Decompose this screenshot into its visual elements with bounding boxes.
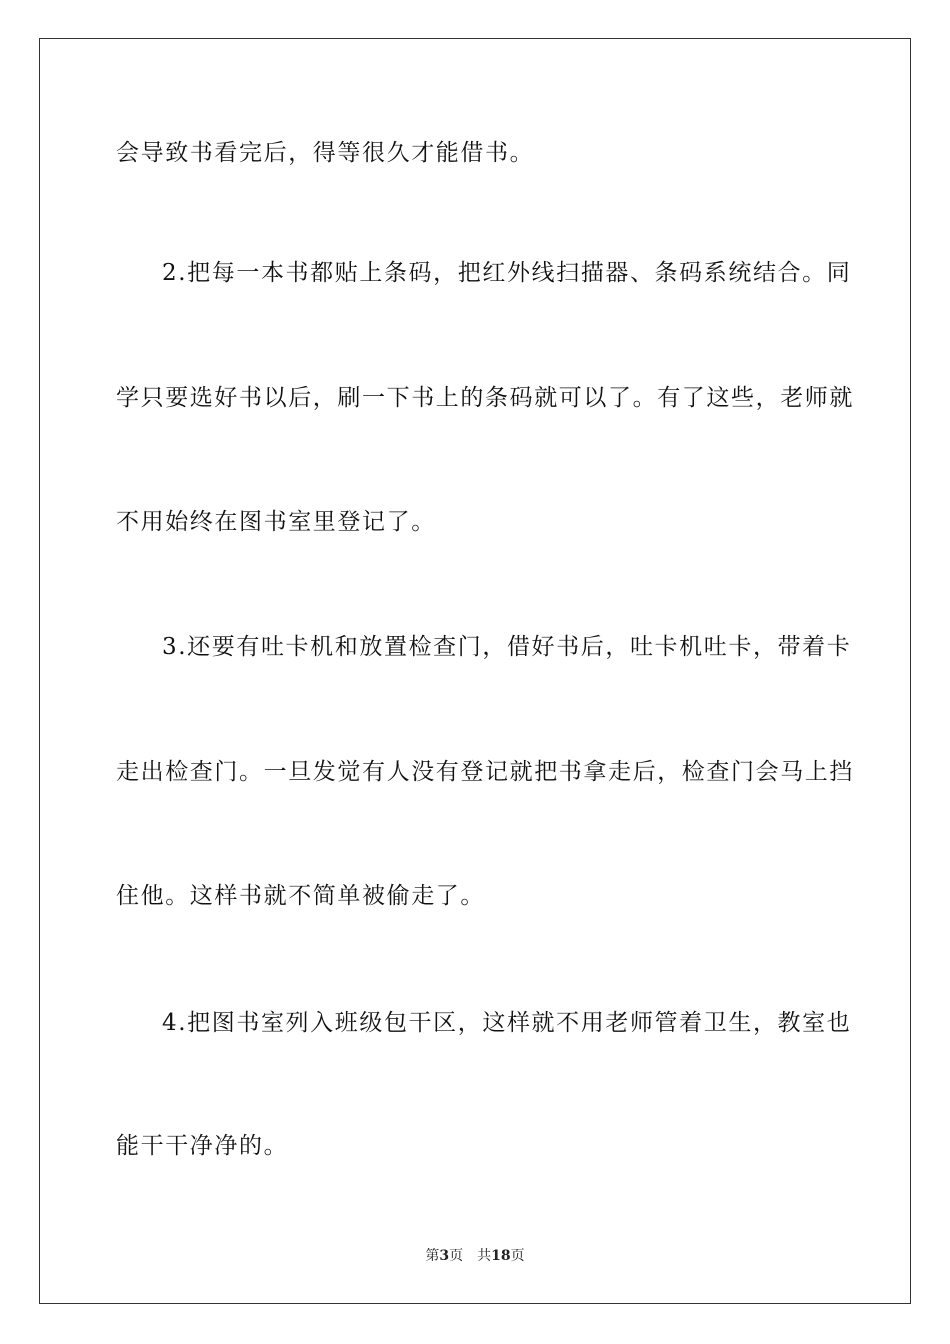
total-pages: 18 xyxy=(491,1248,511,1264)
paragraph-line: 不用始终在图书室里登记了。 xyxy=(116,509,436,535)
total-prefix: 共 xyxy=(477,1248,492,1264)
paragraph-line: 走出检查门。一旦发觉有人没有登记就把书拿走后，检查门会马上挡 xyxy=(116,759,854,785)
paragraph-line: 4.把图书室列入班级包干区，这样就不用老师管着卫生，教室也 xyxy=(162,1010,852,1036)
total-suffix: 页 xyxy=(510,1248,525,1264)
paragraph-line: 3.还要有吐卡机和放置检查门，借好书后，吐卡机吐卡，带着卡 xyxy=(162,634,852,660)
paragraph-line: 会导致书看完后，得等很久才能借书。 xyxy=(116,140,535,166)
paragraph-line: 2.把每一本书都贴上条码，把红外线扫描器、条码系统结合。同 xyxy=(162,260,852,286)
paragraph-line: 住他。这样书就不简单被偷走了。 xyxy=(116,883,485,909)
page-suffix: 页 xyxy=(449,1248,464,1264)
page-border xyxy=(39,38,911,1304)
paragraph-line: 能干干净净的。 xyxy=(116,1133,289,1159)
paragraph-line: 学只要选好书以后，刷一下书上的条码就可以了。有了这些，老师就 xyxy=(116,385,854,411)
page-number: 3 xyxy=(439,1248,450,1264)
page-footer xyxy=(0,1247,950,1265)
page-prefix: 第 xyxy=(425,1248,440,1264)
